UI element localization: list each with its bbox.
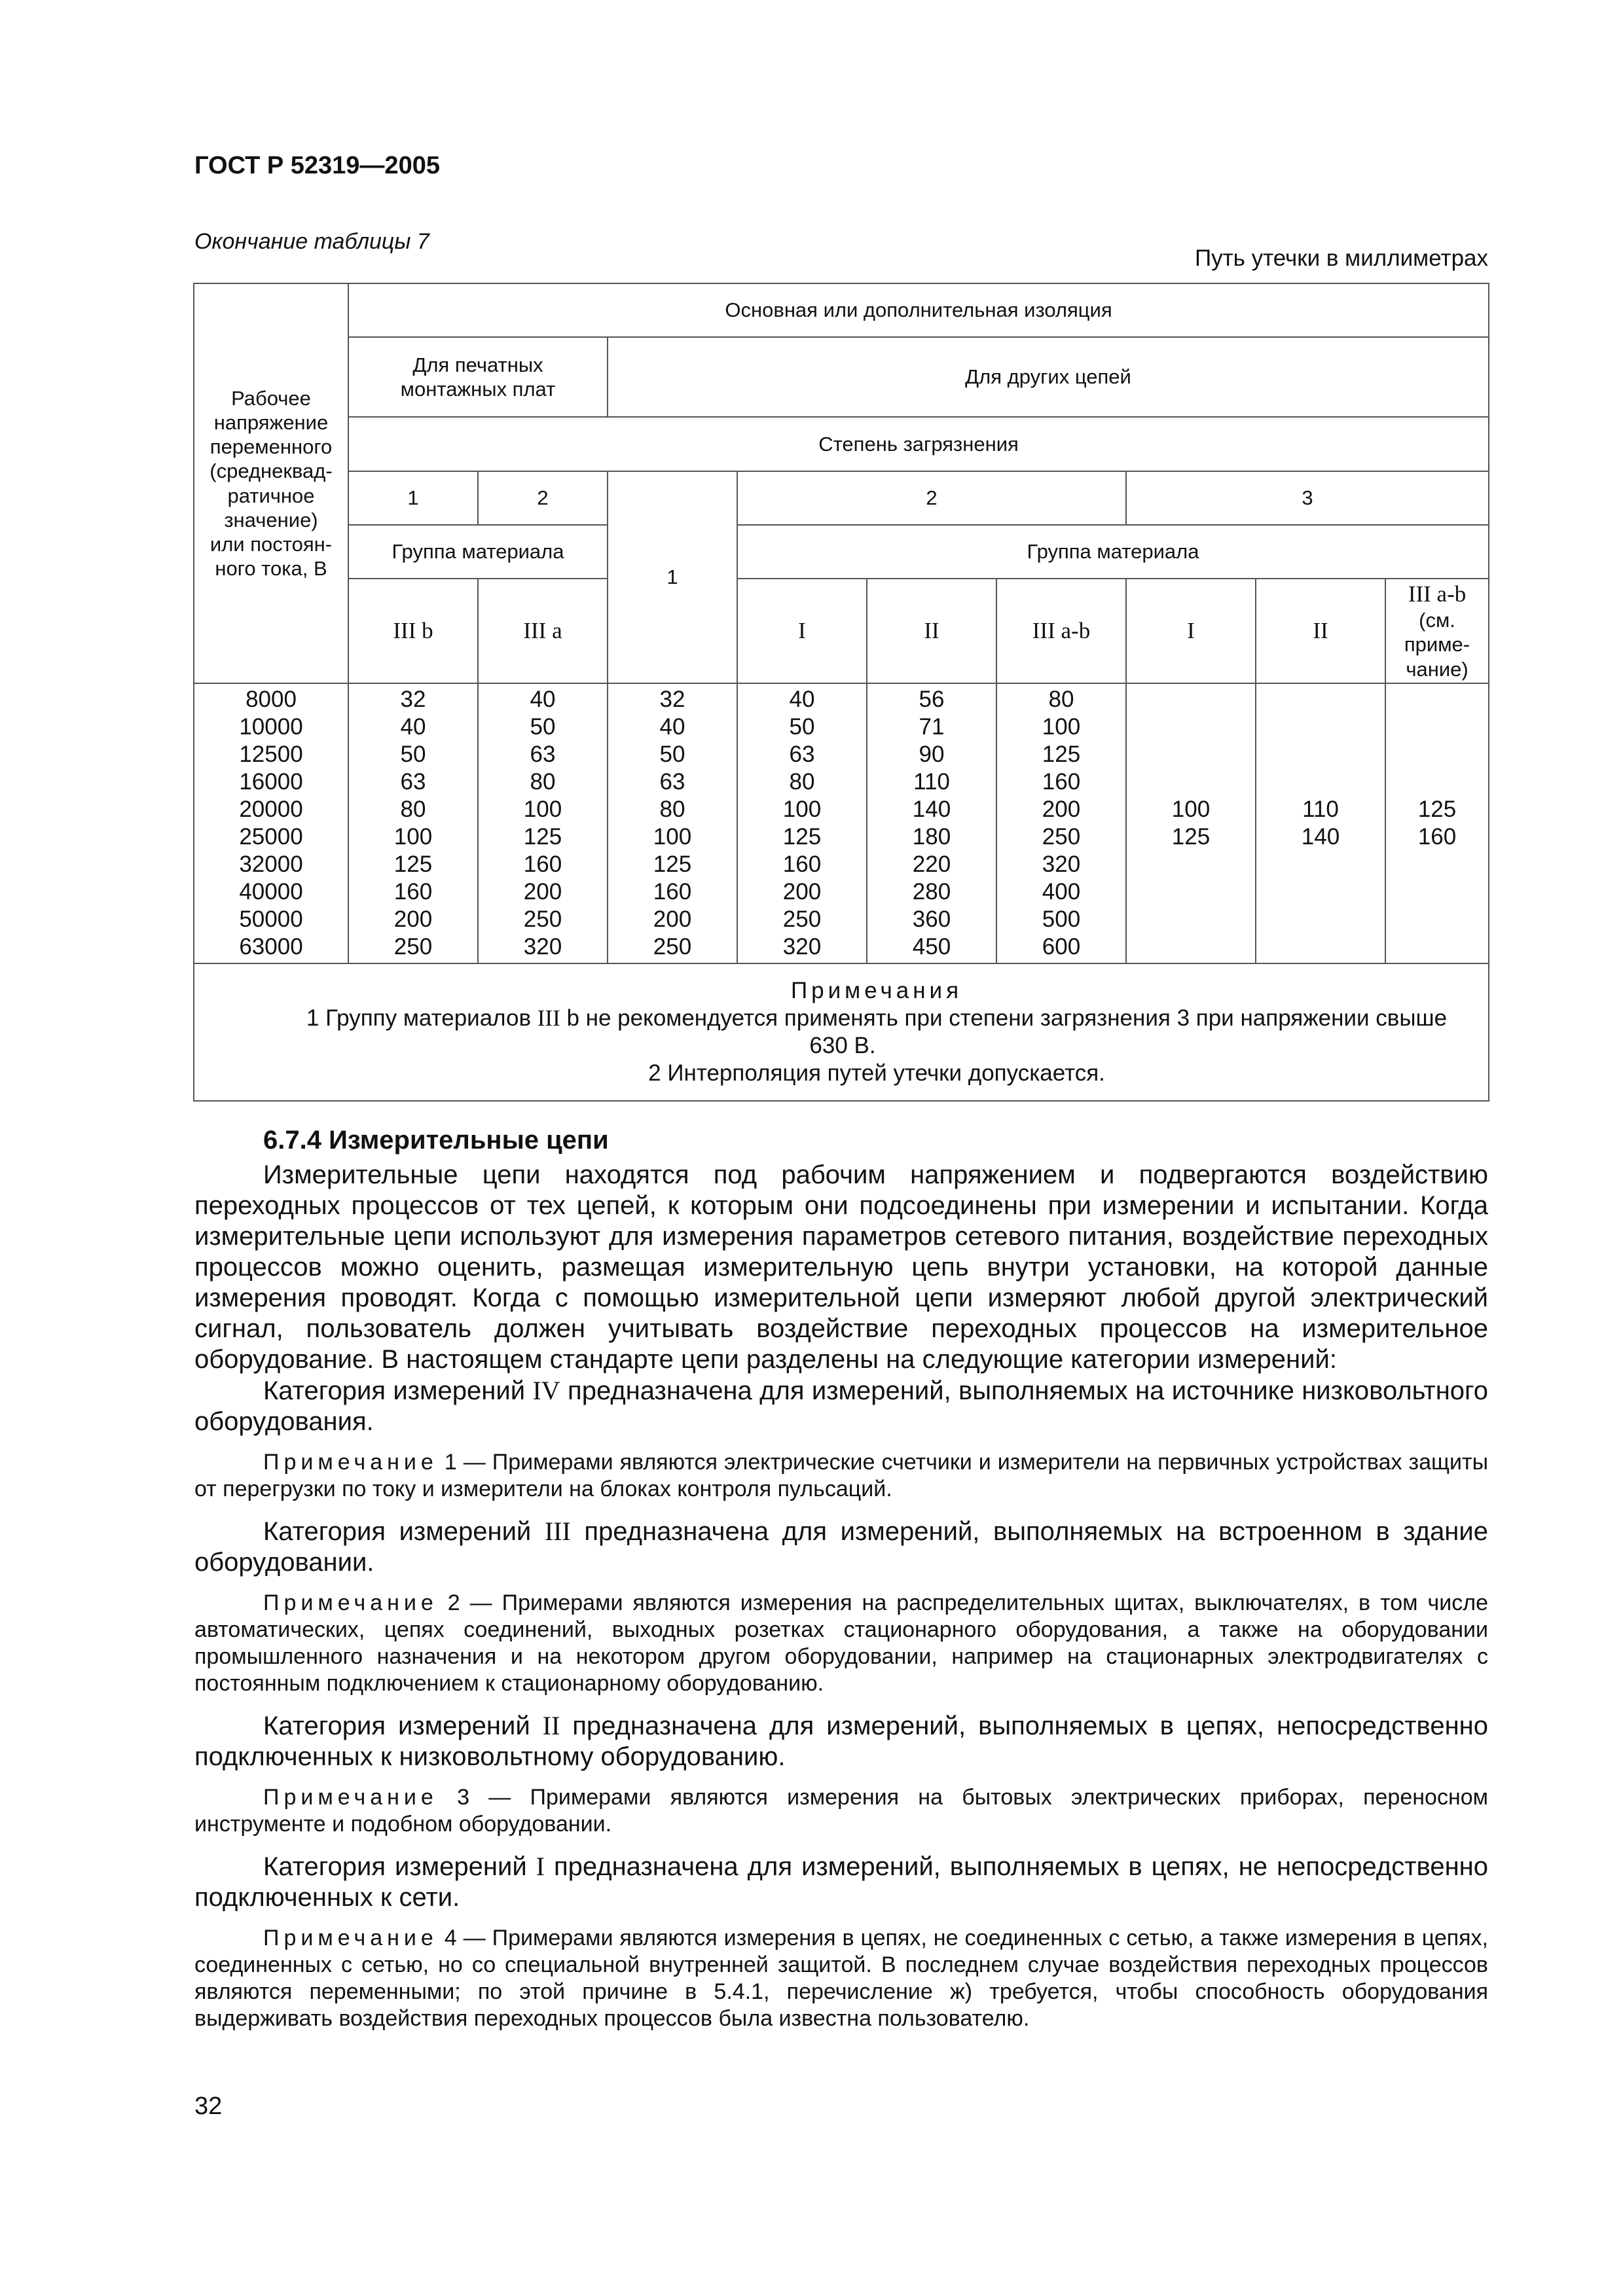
table-caption: Окончание таблицы 7: [194, 229, 429, 254]
table-cell: 200: [523, 879, 562, 905]
note-3-paragraph: Примечание 3 — Примерами являются измерения на бытовых электрических приборах, переносном инструменте и подобном оборудовании.: [194, 1785, 1488, 1837]
table-cell: 110: [1302, 797, 1339, 822]
note-1-continued: 630 В.: [809, 1033, 876, 1058]
table-cell: 200: [782, 879, 822, 905]
material-iiia: III a: [478, 579, 608, 683]
table-cell: 160: [782, 852, 822, 877]
category-iii-paragraph: Категория измерений III предназначена для измерений, выполняемых на встроенном в здание оборудовании.: [194, 1516, 1488, 1577]
table-cell: 125: [1417, 797, 1457, 822]
page-number: 32: [194, 2092, 223, 2120]
table-cell: 80: [400, 797, 426, 822]
material-group-other: Группа материала: [737, 525, 1489, 579]
table-cell: 160: [1042, 769, 1081, 795]
column-deg2-iiiab: [996, 683, 1126, 963]
table-cell: 20000: [239, 797, 303, 822]
pollution-degree-3-other: 3: [1126, 471, 1489, 525]
pollution-degree-1: 1: [348, 471, 478, 525]
insulation-header: Основная или дополнительная изоляция: [348, 283, 1489, 337]
pollution-degree-2: 2: [478, 471, 608, 525]
material-group-pcb: Группа материала: [348, 525, 608, 579]
table-cell: 125: [393, 852, 433, 877]
table-cell: 63: [400, 769, 426, 795]
table-cell: 500: [1042, 906, 1081, 932]
table-cell: 63: [659, 769, 685, 795]
table-cell: 8000: [246, 687, 297, 712]
pcb-header: Для печатных монтажных плат: [348, 337, 608, 417]
pollution-degree-1-other: 1: [608, 471, 737, 683]
table-cell: 320: [1042, 852, 1081, 877]
table-cell: 40: [400, 714, 426, 740]
document-header: ГОСТ Р 52319—2005: [194, 152, 440, 179]
pollution-degree-2-other: 2: [737, 471, 1126, 525]
table-cell: 80: [659, 797, 685, 822]
column-deg3-ii: [1256, 683, 1385, 963]
table-cell: 100: [393, 824, 433, 850]
table-cell: 160: [393, 879, 433, 905]
table-cell: 450: [912, 934, 951, 960]
voltage-header: Рабочее напряжение переменного (среднеквад- ратичное значение) или постоян- ного тока, В: [194, 283, 348, 683]
table-cell: 125: [1042, 742, 1081, 767]
table-cell: 50000: [239, 906, 303, 932]
table-cell: 160: [653, 879, 692, 905]
table-cell: 16000: [239, 769, 303, 795]
table-units: Путь утечки в миллиметрах: [1194, 245, 1488, 271]
table-cell: 125: [523, 824, 562, 850]
category-i-paragraph: Категория измерений I предназначена для измерений, выполняемых в цепях, не непосредственно подключенных к сети.: [194, 1852, 1489, 1912]
table-cell: 250: [782, 906, 822, 932]
table-cell: 160: [1417, 824, 1457, 850]
table-notes: [194, 963, 1489, 1101]
table-cell: 63: [530, 742, 556, 767]
table-cell: 140: [912, 797, 951, 822]
notes-title: Примечания: [790, 978, 963, 1003]
table-cell: 320: [523, 934, 562, 960]
intro-paragraph: Измерительные цепи находятся под рабочим напряжением и подвергаются воздействию переходных процессов от тех цепей, к которым они подсоединены при измерении и испытании. Когда измерительные цепи используют для измерения параметров сетевого питания, воздействие переходных процессов можно оценить, размещая измерительную цепь внутри установки, на которой данные измерения проводят. Когда с помощью измерительной цепи измеряют любой другой электрический сигнал, пользователь должен учитывать воздействие переходных процессов на измерительное оборудование. В настоящем стандарте цепи разделены на следующие категории измерений:: [194, 1160, 1488, 1374]
material-iiiab-deg2: III a-b: [996, 579, 1126, 683]
column-pcb-iiia: [478, 683, 608, 963]
material-i-deg2: I: [737, 579, 867, 683]
table-cell: 125: [653, 852, 692, 877]
table-cell: 50: [530, 714, 556, 740]
table-cell: 80: [1048, 687, 1074, 712]
material-iiiab-deg3: III a-b (см. приме- чание): [1385, 579, 1489, 683]
table-cell: 32: [400, 687, 426, 712]
note-2: 2 Интерполяция путей утечки допускается.: [648, 1060, 1105, 1086]
table-cell: 80: [530, 769, 556, 795]
table-cell: 360: [912, 906, 951, 932]
note-1: 1 Группу материалов III b не рекомендуется применять при степени загрязнения 3 при напряжении свыше: [306, 1005, 1448, 1031]
table-cell: 40: [659, 714, 685, 740]
table-cell: 250: [393, 934, 433, 960]
table-cell: 320: [782, 934, 822, 960]
table-cell: 250: [1042, 824, 1081, 850]
table-cell: 100: [782, 797, 822, 822]
table-cell: 71: [919, 714, 945, 740]
table-cell: 32: [659, 687, 685, 712]
column-deg2-i: [737, 683, 867, 963]
table-cell: 63: [789, 742, 815, 767]
pollution-header: Степень загрязнения: [348, 417, 1489, 471]
table-cell: 40000: [239, 879, 303, 905]
table-cell: 63000: [239, 934, 303, 960]
material-ii-deg2: II: [867, 579, 996, 683]
table-cell: 100: [1042, 714, 1081, 740]
table-cell: 160: [523, 852, 562, 877]
table-cell: 50: [659, 742, 685, 767]
note-2-paragraph: Примечание 2 — Примерами являются измерения на распределительных щитах, выключателях, в том числе автоматических, цепях соединений, выходных розетках стационарного оборудования, а также на оборудовании промышленного назначения и на некотором другом оборудовании, например на стационарных электродвигателях с постоянным подключением к стационарному оборудованию.: [194, 1590, 1488, 1696]
table-cell: 600: [1042, 934, 1081, 960]
table-cell: 25000: [239, 824, 303, 850]
table-cell: 50: [400, 742, 426, 767]
table-cell: 180: [912, 824, 951, 850]
table-cell: 125: [782, 824, 822, 850]
other-circuits-header: Для других цепей: [608, 337, 1489, 417]
section-body: [194, 1160, 1488, 2032]
table-cell: 280: [912, 879, 951, 905]
table-cell: 100: [653, 824, 692, 850]
table-cell: 200: [653, 906, 692, 932]
column-pcb-iiib: [348, 683, 478, 963]
table-cell: 50: [789, 714, 815, 740]
category-ii-paragraph: Категория измерений II предназначена для измерений, выполняемых в цепях, непосредственно подключенных к низковольтному оборудованию.: [194, 1711, 1489, 1771]
note-1-paragraph: Примечание 1 — Примерами являются электрические счетчики и измерители на первичных устройствах защиты от перегрузки по току и измерители на блоках контроля пульсаций.: [194, 1450, 1488, 1501]
table-cell: 250: [653, 934, 692, 960]
material-i-deg3: I: [1126, 579, 1256, 683]
table-cell: 80: [789, 769, 815, 795]
table-cell: 56: [919, 687, 945, 712]
table-cell: 90: [919, 742, 945, 767]
table-cell: 250: [523, 906, 562, 932]
material-ii-deg3: II: [1256, 579, 1385, 683]
table-cell: 100: [1171, 797, 1211, 822]
table-cell: 10000: [239, 714, 303, 740]
table-cell: 110: [913, 769, 950, 795]
category-iv-paragraph: Категория измерений IV предназначена для измерений, выполняемых на источнике низковольтного оборудования.: [194, 1376, 1488, 1436]
table-cell: 125: [1171, 824, 1211, 850]
table-cell: 400: [1042, 879, 1081, 905]
table-cell: 40: [530, 687, 556, 712]
table-cell: 100: [523, 797, 562, 822]
column-other-deg1: [608, 683, 737, 963]
column-deg3-i: [1126, 683, 1256, 963]
column-deg3-iiiab: [1385, 683, 1489, 963]
table-cell: 140: [1301, 824, 1340, 850]
table-cell: 40: [789, 687, 815, 712]
note-4-paragraph: Примечание 4 — Примерами являются измерения в цепях, не соединенных с сетью, а также измерения в цепях, соединенных с сетью, но со специальной внутренней защитой. В последнем случае воздействия переходных процессов являются переменными; по этой причине в 5.4.1, перечисление ж) требуется, чтобы способность оборудования выдерживать воздействия переходных процессов была известна пользователю.: [194, 1926, 1488, 2031]
column-voltage: [194, 683, 348, 963]
table-cell: 200: [1042, 797, 1081, 822]
table-cell: 32000: [239, 852, 303, 877]
table-cell: 200: [393, 906, 433, 932]
creepage-table: [193, 283, 1489, 1102]
material-iiib: III b: [348, 579, 478, 683]
table-cell: 12500: [239, 742, 303, 767]
section-heading: 6.7.4 Измерительные цепи: [263, 1126, 609, 1155]
column-deg2-ii: [867, 683, 996, 963]
table-cell: 220: [912, 852, 951, 877]
